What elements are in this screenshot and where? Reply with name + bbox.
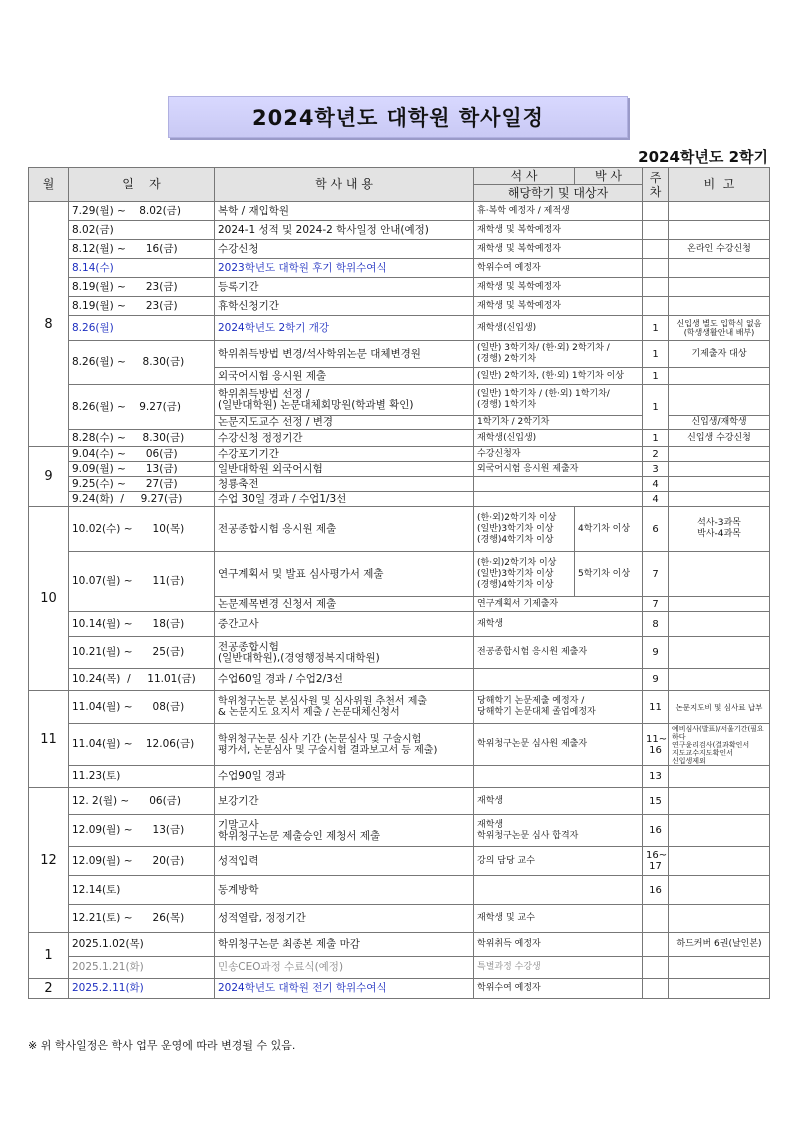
header-week: 주 차	[643, 168, 669, 202]
row-content: 2024학년도 대학원 전기 학위수여식	[215, 979, 474, 999]
row-date: 12.14(토)	[69, 876, 215, 905]
row-content: 휴학신청기간	[215, 297, 474, 316]
row-week: 16	[643, 815, 669, 847]
row-week: 1	[643, 385, 669, 430]
row-target	[474, 492, 643, 507]
header-doctor: 박 사	[575, 168, 643, 185]
row-note	[669, 492, 770, 507]
row-week: 11~ 16	[643, 724, 669, 766]
row-week	[643, 259, 669, 278]
row-note	[669, 259, 770, 278]
row-week: 15	[643, 788, 669, 815]
row-note	[669, 847, 770, 876]
row-week: 3	[643, 462, 669, 477]
row-content: 전공종합시험 (일반대학원),(경영행정복지대학원)	[215, 637, 474, 669]
row-target: 외국어시험 응시원 제출자	[474, 462, 643, 477]
row-content: 등록기간	[215, 278, 474, 297]
row-target: (일반) 2학기차, (한·외) 1학기차 이상	[474, 368, 643, 385]
row-note	[669, 957, 770, 979]
row-date: 10.24(목) / 11.01(금)	[69, 669, 215, 691]
row-content: 전공종합시험 응시원 제출	[215, 507, 474, 552]
row-note	[669, 815, 770, 847]
row-date: 9.25(수) ~ 27(금)	[69, 477, 215, 492]
row-content: 수강포기기간	[215, 447, 474, 462]
row-week: 13	[643, 766, 669, 788]
row-date: 7.29(월) ~ 8.02(금)	[69, 202, 215, 221]
header-note: 비 고	[669, 168, 770, 202]
row-content: 기말고사 학위청구논문 제출승인 제청서 제출	[215, 815, 474, 847]
header-date: 일 자	[69, 168, 215, 202]
row-content: 논문제목변경 신청서 제출	[215, 597, 474, 612]
row-week: 9	[643, 637, 669, 669]
row-week: 1	[643, 316, 669, 341]
row-target: 재학생(신입생)	[474, 430, 643, 447]
row-note	[669, 979, 770, 999]
row-week: 11	[643, 691, 669, 724]
row-note: 신입생 별도 입학식 없음 (학생생활안내 배부)	[669, 316, 770, 341]
row-target: 학위취득 예정자	[474, 933, 643, 957]
page-title: 2024학년도 대학원 학사일정	[168, 96, 628, 138]
row-target: 수강신청자	[474, 447, 643, 462]
row-week: 16	[643, 876, 669, 905]
row-note	[669, 368, 770, 385]
row-note	[669, 552, 770, 597]
row-note	[669, 766, 770, 788]
row-content: 학위취득방법 선정 / (일반대학원) 논문대체회망원(학과별 확인)	[215, 385, 474, 416]
row-note: 기제출자 대상	[669, 341, 770, 368]
row-target: 재학생 및 교수	[474, 905, 643, 933]
row-content: 복학 / 재입학원	[215, 202, 474, 221]
row-target: 1학기차 / 2학기차	[474, 416, 643, 430]
row-target: 재학생 학위청구논문 심사 합격자	[474, 815, 643, 847]
row-note	[669, 221, 770, 240]
row-target: 연구계획서 기제출자	[474, 597, 643, 612]
row-note	[669, 477, 770, 492]
row-target: 재학생 및 복학예정자	[474, 240, 643, 259]
row-date: 8.26(월) ~ 9.27(금)	[69, 385, 215, 430]
row-note	[669, 876, 770, 905]
row-content: 학위청구논문 최종본 제출 마감	[215, 933, 474, 957]
row-week: 8	[643, 612, 669, 637]
row-target	[474, 669, 643, 691]
row-target: 강의 담당 교수	[474, 847, 643, 876]
row-note	[669, 612, 770, 637]
row-week	[643, 933, 669, 957]
row-week	[643, 297, 669, 316]
row-week: 4	[643, 492, 669, 507]
row-target: (일반) 1학기차 / (한·외) 1학기차/ (경행) 1학기차	[474, 385, 643, 416]
row-date: 9.04(수) ~ 06(금)	[69, 447, 215, 462]
row-target	[474, 766, 643, 788]
row-target	[474, 477, 643, 492]
row-date: 10.21(월) ~ 25(금)	[69, 637, 215, 669]
row-target: (한·외)2학기차 이상 (일반)3학기차 이상 (경행)4학기차 이상	[474, 507, 575, 552]
row-content: 학위청구논문 심사 기간 (논문심사 및 구술시험 평가서, 논문심사 및 구술시험 결과보고서 등 제출)	[215, 724, 474, 766]
row-content: 수업60일 경과 / 수업2/3선	[215, 669, 474, 691]
row-note: 신입생 수강신청	[669, 430, 770, 447]
row-target: (일반) 3학기차/ (한·외) 2학기차 / (경행) 2학기차	[474, 341, 643, 368]
row-week: 7	[643, 552, 669, 597]
row-target: 학위수여 예정자	[474, 259, 643, 278]
month-cell: 2	[29, 979, 69, 999]
row-date: 11.23(토)	[69, 766, 215, 788]
row-date: 8.02(금)	[69, 221, 215, 240]
row-date: 8.26(월)	[69, 316, 215, 341]
row-note	[669, 905, 770, 933]
header-target: 해당학기 및 대상자	[474, 185, 643, 202]
row-note: 신입생/재학생	[669, 416, 770, 430]
row-content: 2024-1 성적 및 2024-2 학사일정 안내(예정)	[215, 221, 474, 240]
row-week	[643, 957, 669, 979]
row-note	[669, 278, 770, 297]
row-target: 재학생 및 복학예정자	[474, 297, 643, 316]
month-cell: 12	[29, 788, 69, 933]
row-target: 재학생 및 복학예정자	[474, 221, 643, 240]
row-content: 외국어시험 응시원 제출	[215, 368, 474, 385]
row-note	[669, 462, 770, 477]
row-note	[669, 637, 770, 669]
row-content: 논문지도교수 선정 / 변경	[215, 416, 474, 430]
row-week: 16~ 17	[643, 847, 669, 876]
row-content: 성적열람, 정정기간	[215, 905, 474, 933]
row-content: 중간고사	[215, 612, 474, 637]
row-date: 8.19(월) ~ 23(금)	[69, 297, 215, 316]
row-date: 2025.1.21(화)	[69, 957, 215, 979]
row-content: 2023학년도 대학원 후기 학위수여식	[215, 259, 474, 278]
row-week: 1	[643, 368, 669, 385]
row-week	[643, 240, 669, 259]
header-month: 월	[29, 168, 69, 202]
row-week	[643, 202, 669, 221]
row-content: 수강신청 정정기간	[215, 430, 474, 447]
row-content: 보강기간	[215, 788, 474, 815]
row-content: 연구계획서 및 발표 심사평가서 제출	[215, 552, 474, 597]
row-week: 2	[643, 447, 669, 462]
row-week	[643, 905, 669, 933]
row-date: 8.28(수) ~ 8.30(금)	[69, 430, 215, 447]
row-target: (한·외)2학기차 이상 (일반)3학기차 이상 (경행)4학기차 이상	[474, 552, 575, 597]
row-date: 9.09(월) ~ 13(금)	[69, 462, 215, 477]
row-note	[669, 788, 770, 815]
row-target-doctor: 4학기차 이상	[575, 507, 643, 552]
row-note: 논문지도비 및 심사료 납부	[669, 691, 770, 724]
row-content: 민송CEO과정 수료식(예정)	[215, 957, 474, 979]
semester-label: 2024학년도 2학기	[638, 148, 768, 166]
row-note	[669, 597, 770, 612]
row-date: 10.02(수) ~ 10(목)	[69, 507, 215, 552]
row-note	[669, 202, 770, 221]
row-date: 8.14(수)	[69, 259, 215, 278]
row-date: 8.19(월) ~ 23(금)	[69, 278, 215, 297]
row-content: 수업 30일 경과 / 수업1/3선	[215, 492, 474, 507]
row-target: 재학생 및 복학예정자	[474, 278, 643, 297]
row-content: 동계방학	[215, 876, 474, 905]
row-date: 11.04(월) ~ 12.06(금)	[69, 724, 215, 766]
row-note: 온라인 수강신청	[669, 240, 770, 259]
row-target: 학위수여 예정자	[474, 979, 643, 999]
row-week: 4	[643, 477, 669, 492]
row-date: 2025.2.11(화)	[69, 979, 215, 999]
row-content: 성적입력	[215, 847, 474, 876]
row-date: 12.09(월) ~ 13(금)	[69, 815, 215, 847]
month-cell: 11	[29, 691, 69, 788]
row-week	[643, 278, 669, 297]
month-cell: 10	[29, 507, 69, 691]
header-masters: 석 사	[474, 168, 575, 185]
row-target: 재학생	[474, 612, 643, 637]
row-note	[669, 669, 770, 691]
row-target: 휴·복학 예정자 / 제적생	[474, 202, 643, 221]
row-week: 7	[643, 597, 669, 612]
header-content: 학 사 내 용	[215, 168, 474, 202]
row-week: 1	[643, 430, 669, 447]
row-content: 수업90일 경과	[215, 766, 474, 788]
row-date: 10.07(월) ~ 11(금)	[69, 552, 215, 612]
row-target	[474, 876, 643, 905]
row-date: 12.09(월) ~ 20(금)	[69, 847, 215, 876]
month-cell: 1	[29, 933, 69, 979]
row-date: 10.14(월) ~ 18(금)	[69, 612, 215, 637]
row-week: 1	[643, 341, 669, 368]
row-note: 예비심사(발표)/서울기간(필요하다 연구윤리검사(결과확인서 지도교수지도확인서 신입생제외	[669, 724, 770, 766]
row-target: 특별과정 수강생	[474, 957, 643, 979]
row-note: 석사-3과목 박사-4과목	[669, 507, 770, 552]
row-date: 11.04(월) ~ 08(금)	[69, 691, 215, 724]
row-content: 수강신청	[215, 240, 474, 259]
row-target: 재학생	[474, 788, 643, 815]
row-content: 청룡축전	[215, 477, 474, 492]
row-content: 학위청구논문 본심사원 및 심사위원 추천서 제출 & 논문지도 요지서 제출 / 논문대체신청서	[215, 691, 474, 724]
row-content: 학위취득방법 변경/석사학위논문 대체변경원	[215, 341, 474, 368]
row-date: 8.12(월) ~ 16(금)	[69, 240, 215, 259]
row-date: 9.24(화) / 9.27(금)	[69, 492, 215, 507]
schedule-table	[28, 167, 770, 999]
row-content: 일반대학원 외국어시험	[215, 462, 474, 477]
footer-note: ※ 위 학사일정은 학사 업무 운영에 따라 변경될 수 있음.	[28, 1039, 296, 1052]
row-target-doctor: 5학기차 이상	[575, 552, 643, 597]
row-note	[669, 297, 770, 316]
row-content: 2024학년도 2학기 개강	[215, 316, 474, 341]
row-date: 8.26(월) ~ 8.30(금)	[69, 341, 215, 385]
row-week: 9	[643, 669, 669, 691]
row-week	[643, 979, 669, 999]
row-note: 하드커버 6권(날인본)	[669, 933, 770, 957]
row-target: 전공종합시험 응시원 제출자	[474, 637, 643, 669]
row-note	[669, 385, 770, 416]
month-cell: 9	[29, 447, 69, 507]
row-week	[643, 221, 669, 240]
month-cell: 8	[29, 202, 69, 447]
row-target: 당해학기 논문제출 예정자 / 당해학기 논문대체 졸업예정자	[474, 691, 643, 724]
row-target: 재학생(신입생)	[474, 316, 643, 341]
row-date: 2025.1.02(목)	[69, 933, 215, 957]
row-date: 12. 2(월) ~ 06(금)	[69, 788, 215, 815]
row-note	[669, 447, 770, 462]
row-week: 6	[643, 507, 669, 552]
row-target: 학위청구논문 심사원 제출자	[474, 724, 643, 766]
row-date: 12.21(토) ~ 26(목)	[69, 905, 215, 933]
